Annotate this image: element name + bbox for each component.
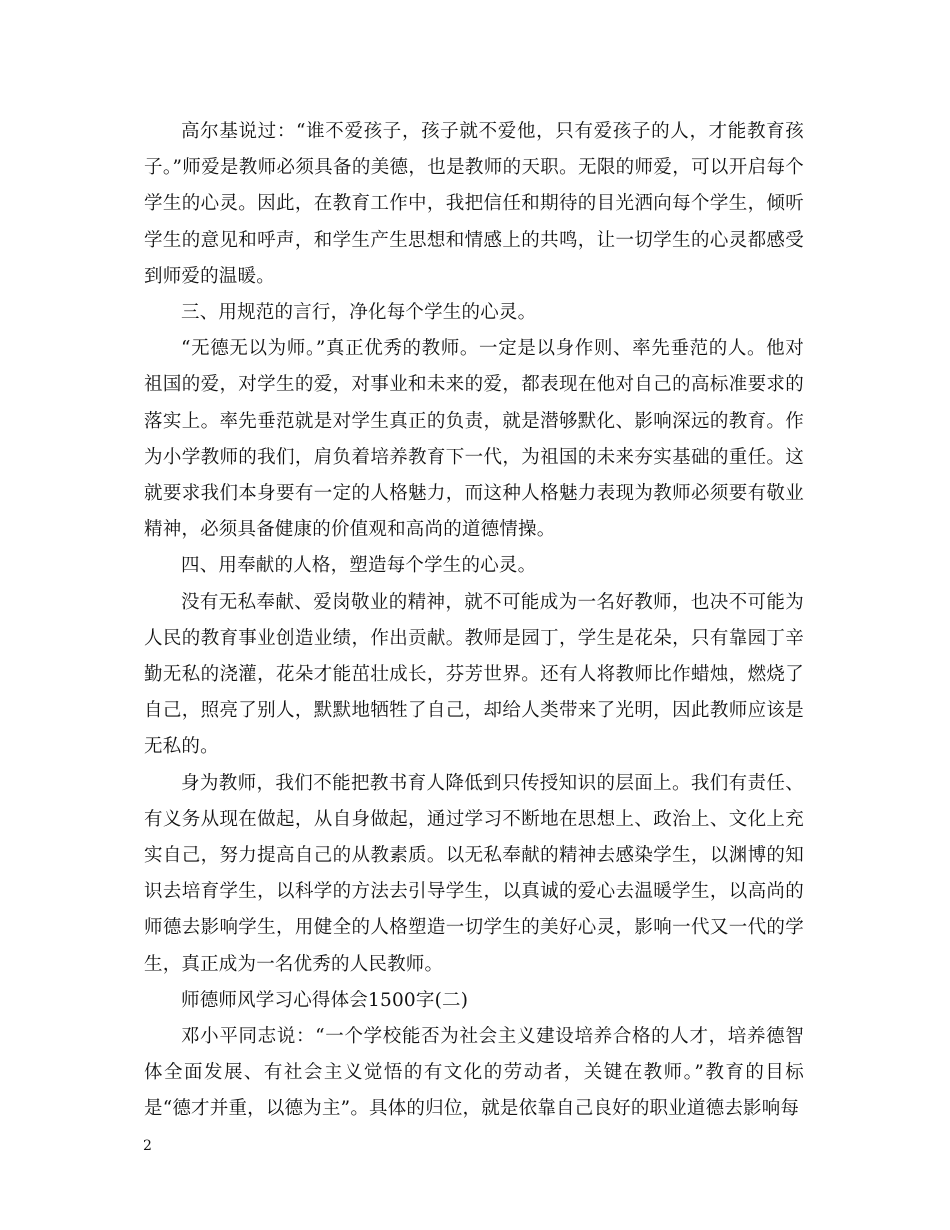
section-heading-3: 三、用规范的言行，净化每个学生的心灵。 xyxy=(181,302,537,324)
section-heading-4: 四、用奉献的人格，塑造每个学生的心灵。 xyxy=(181,555,537,577)
page-number: 2 xyxy=(143,1138,152,1154)
paragraph-deng-quote: 邓小平同志说：“一个学校能否为社会主义建设培养合格的人才，培养德智体全面发展、有社会主义觉悟的有文化的劳动者，关键在教师。”教育的目标是“德才并重，以德为主”。具体的归位，就是依靠自己良好的职业道德去影响每 xyxy=(144,1026,804,1120)
section-title-part-two: 师德师风学习心得体会1500字(二) xyxy=(181,989,469,1011)
paragraph-dedication: 没有无私奉献、爱岗敬业的精神，就不可能成为一名好教师，也决不可能为人民的教育事业创造业绩，作出贡献。教师是园丁，学生是花朵，只有靠园丁辛勤无私的浇灌，花朵才能茁壮成长，芬芳世界。还有人将教师比作蜡烛，燃烧了自己，照亮了别人，默默地牺牲了自己，却给人类带来了光明，因此教师应该是无私的。 xyxy=(144,591,804,758)
paragraph-virtue: “无德无以为师。”真正优秀的教师。一定是以身作则、率先垂范的人。他对祖国的爱，对学生的爱，对事业和未来的爱，都表现在他对自己的高标准要求的落实上。率先垂范就是对学生真正的负责，就是潜够默化、影响深远的教育。作为小学教师的我们，肩负着培养教育下一代，为祖国的未来夯实基础的重任。这就要求我们本身要有一定的人格魅力，而这种人格魅力表现为教师必须要有敬业精神，必须具备健康的价值观和高尚的道德情操。 xyxy=(144,338,804,541)
paragraph-gorky-quote: 高尔基说过：“谁不爱孩子，孩子就不爱他，只有爱孩子的人，才能教育孩子。”师爱是教师必须具备的美德，也是教师的天职。无限的师爱，可以开启每个学生的心灵。因此，在教育工作中，我把信任和期待的目光洒向每个学生，倾听学生的意见和呼声，和学生产生思想和情感上的共鸣，让一切学生的心灵都感受到师爱的温暖。 xyxy=(144,121,804,287)
paragraph-responsibility: 身为教师，我们不能把教书育人降低到只传授知识的层面上。我们有责任、有义务从现在做起，从自身做起，通过学习不断地在思想上、政治上、文化上充实自己，努力提高自己的从教素质。以无私奉献的精神去感染学生，以渊博的知识去培育学生，以科学的方法去引导学生，以真诚的爱心去温暖学生，以高尚的师德去影响学生，用健全的人格塑造一切学生的美好心灵，影响一代又一代的学生，真正成为一名优秀的人民教师。 xyxy=(144,772,804,975)
body-text xyxy=(144,114,804,1128)
